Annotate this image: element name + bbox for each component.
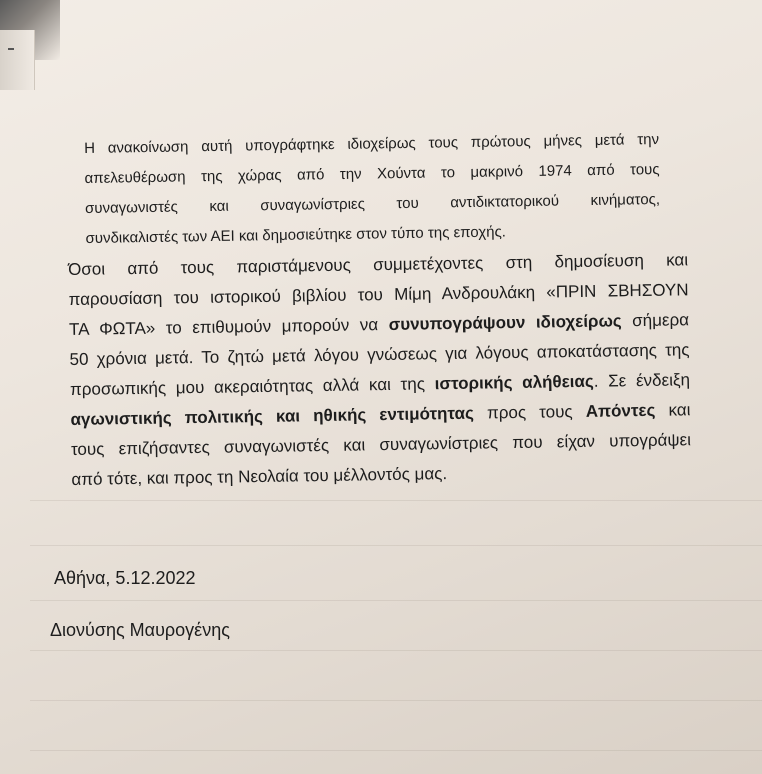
emphasis-cosign: συνυπογράψουν ιδιοχείρως [388,311,622,334]
announcement-line: απελευθέρωση της χώρας από την Χούντα το μακρινό 1974 από τους [84,160,660,187]
emphasis-integrity: αγωνιστικής πολιτικής και ηθικής εντιμότητας [70,403,475,429]
invitation-line: από τότε, και προς τη Νεολαία του μέλλοντός μας. [71,464,448,489]
invitation-line: 50 χρόνια μετά. Το ζητώ μετά λόγου γνώσεως για λόγους αποκατάστασης της [69,340,690,369]
ruled-line [30,650,762,651]
ruled-line [30,545,762,546]
invitation-text: ΤΑ ΦΩΤΑ» το επιθυμούν μπορούν να [68,314,389,339]
binding-mark [8,48,14,50]
ruled-line [30,750,762,751]
invitation-paragraph [68,250,692,500]
invitation-text: σήμερα [621,310,690,331]
ruled-line [30,500,762,501]
ruled-line [30,600,762,601]
invitation-text: . Σε ένδειξη [593,370,691,391]
emphasis-historical-truth: ιστορικής αλήθειας [434,371,594,394]
announcement-paragraph [84,131,661,260]
announcement-line: συνδικαλιστές των ΑΕΙ και δημοσιεύτηκε στον τύπο της εποχής. [85,223,507,247]
invitation-text: προσωπικής μου ακεραιότητας αλλά και της [69,374,435,399]
invitation-line: παρουσίαση του ιστορικού βιβλίου του Μίμη Ανδρουλάκη «ΠΡΙΝ ΣΒΗΣΟΥΝ [68,280,689,309]
invitation-text: προς τους [473,401,586,423]
invitation-text: και [655,400,691,420]
emphasis-absent: Απόντες [585,400,656,421]
signature-name: Διονύσης Μαυρογένης [50,620,230,640]
signature-date: Αθήνα, 5.12.2022 [54,568,196,588]
invitation-line: Όσοι από τους παριστάμενους συμμετέχοντες στη δημοσίευση και [68,250,689,279]
page-edge [0,30,35,90]
invitation-line: τους επιζήσαντες συναγωνιστές και συναγωνίστριες που είχαν υπογράψει [70,430,692,459]
announcement-line: συναγωνιστές και συναγωνίστριες του αντιδικτατορικού κινήματος, [84,190,661,217]
announcement-line: Η ανακοίνωση αυτή υπογράφτηκε ιδιοχείρως τους πρώτους μήνες μετά την [84,130,660,157]
ruled-line [30,700,762,701]
